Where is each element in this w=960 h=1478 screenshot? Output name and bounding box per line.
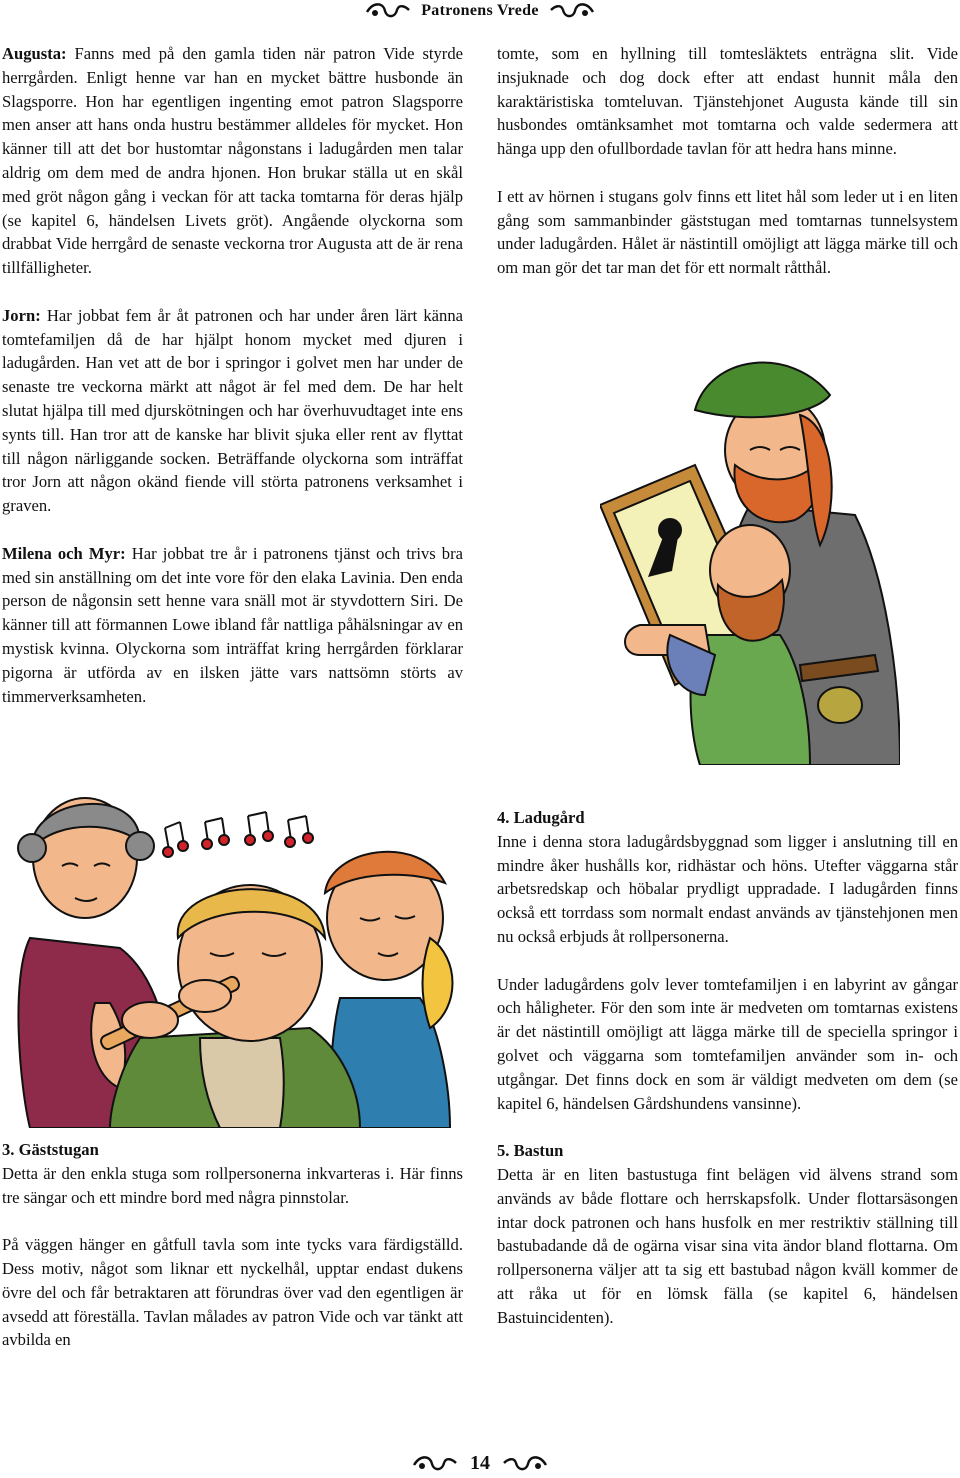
flourish-left-icon: [365, 0, 411, 22]
milena-text: Har jobbat tre år i patronens tjänst och trivs bra med sin anställning om det inte vore för den elaka Lavinia. Den enda person de någonsin sett henne vara snäll mot är styvdottern Siri. De känner till att förmannen Lowe ibland får nattliga påhälsningar av en mystisk kvinna. Olyckorna som inträffat kring herrgården förklarar pigorna är utförda av en ilsken jätte vars nattsömn störts av timmerverksamheten.: [2, 543, 463, 706]
section-heading-gaststugan: 3. Gäststugan: [2, 1140, 99, 1159]
augusta-text: Fanns med på den gamla tiden när patron Vide styrde herrgården. Enligt henne var han en mycket bättre husbonde än Slagsporre. Hon har egentligen ingenting emot patron Slagsporre men anser att hans onda hustru bestämmer alldeles för mycket. Hon känner till att det bor hustomtar någonstans i ladugården men talar aldrig om dem med de andra hjonen. Hon brukar ställa ut en skål med gröt någon gång i veckan för att tacka tomtarna för deras hjälp (se kapitel 6, händelsen Livets gröt). Angående olyckorna som drabbat Vide herrgård de senaste veckorna tror Augusta att de är rena tillfälligheter.: [2, 44, 463, 278]
gaststugan-paragraph-2: På väggen hänger en gåtfull tavla som inte tycks vara färdigställd. Dess motiv, något som liknar ett nyckelhål, upptar endast dukens övre del och får betraktaren att förundras över vad den egentligen är avsedd att föreställa. Tavlan målades av patron Vide och var tänkt att avbilda en: [2, 1235, 463, 1350]
jorn-text: Har jobbat fem år åt patronen och har under åren lärt känna tomtefamiljen då de har hjälpt honom mycket med djuren i ladugården. Han vet att de bor i springor i golvet men har under de senaste tre veckorna märkt att något är fel med dem. De har helt slutat hjälpa till med djurskötningen och har överhuvudtaget inte ens synts till. Han tror att de kanske har blivit sjuka eller rent av flyttat till någon närliggande socken. Beträffande olyckorna som inträffat tror Jorn att någon okänd fiende vill störta patronens verksamhet i graven.: [2, 305, 463, 516]
jorn-name: Jorn:: [2, 305, 41, 325]
gaststugan-paragraph-1: Detta är den enkla stuga som rollpersonerna inkvarteras i. Här finns tre sängar och ett mindre bord med några pinnstolar.: [2, 1163, 463, 1207]
flourish-right-icon: [549, 0, 595, 22]
left-column-bottom: [2, 1138, 463, 1352]
rat-hole-paragraph: I ett av hörnen i stugans golv finns ett litet hål som leder ut i en liten gång som sammanbinder gäststugan med tomtarnas tunnelsystem under ladugården. Hålet är nästintill omöjligt att lägga märke till och om man gör det tar man det för ett normalt råtthål.: [497, 186, 958, 278]
left-column-top: [2, 42, 463, 732]
page-number: 14: [470, 1452, 490, 1474]
page-header: [0, 0, 960, 30]
right-column-bottom: [497, 806, 958, 1330]
gaststugan-continued-paragraph: tomte, som en hyllning till tomtesläktets enträgna slit. Vide insjuknade och dog dock efter att endast hunnit måla den karaktäristiska tomteluvan. Tjänstehjonet Augusta kände till sin husbondes omtänksamhet mot tomtarna och valde sedermera att hänga upp den ofullbordade tavlan för att hedra hans minne.: [497, 44, 958, 159]
right-column-top: [497, 42, 958, 304]
ladugard-paragraph-2: Under ladugårdens golv lever tomtefamiljen i en labyrint av gångar och håligheter. För den som inte är medveten om tomtarnas existens är det nästintill omöjligt att lägga märke till de speciella springor i golvet och väggarna som tomtefamiljen använder som in- och utgångar. Det finns dock en som är väldigt medveten om dem (se kapitel 6, händelsen Gårdshundens vansinne).: [497, 974, 958, 1113]
ladugard-paragraph-1: Inne i denna stora ladugårdsbyggnad som ligger i anslutning till en mindre åker hushålls kor, ridhästar och höns. Utefter väggarna står arbetsredskap och höbalar prydligt uppradade. I ladugården finns också ett torrdass som normalt endast används av tjänstehjonen men nu också erbjuds åt rollpersonerna.: [497, 831, 958, 946]
bastun-paragraph: Detta är en liten bastustuga fint belägen vid älvens strand som används av både flottare och herrskapsfolk. Under flottarsäsongen intar dock patronen och hans husfolk en mer restriktiv ställning till bastubadande då de ogärna visar sina vita ändor bland flottarna. Om rollpersonerna väljer att ta sig ett bastubad någon kväll kommer de att råka ut för en lömsk fälla (se kapitel 6, händelsen Bastuincidenten).: [497, 1164, 958, 1327]
servants-flute-illustration: [0, 788, 470, 1128]
flourish-left-icon: [412, 1453, 458, 1475]
milena-name: Milena och Myr:: [2, 543, 126, 563]
gnomes-painting-illustration: [600, 355, 900, 765]
augusta-paragraph: [2, 42, 463, 280]
page-footer: [0, 1452, 960, 1475]
running-title: Patronens Vrede: [421, 2, 539, 19]
augusta-name: Augusta:: [2, 44, 67, 63]
section-heading-bastun: 5. Bastun: [497, 1141, 564, 1161]
jorn-paragraph: [2, 304, 463, 518]
flourish-right-icon: [502, 1453, 548, 1475]
section-heading-ladugard: 4. Ladugård: [497, 808, 585, 827]
milena-paragraph: [2, 542, 463, 709]
